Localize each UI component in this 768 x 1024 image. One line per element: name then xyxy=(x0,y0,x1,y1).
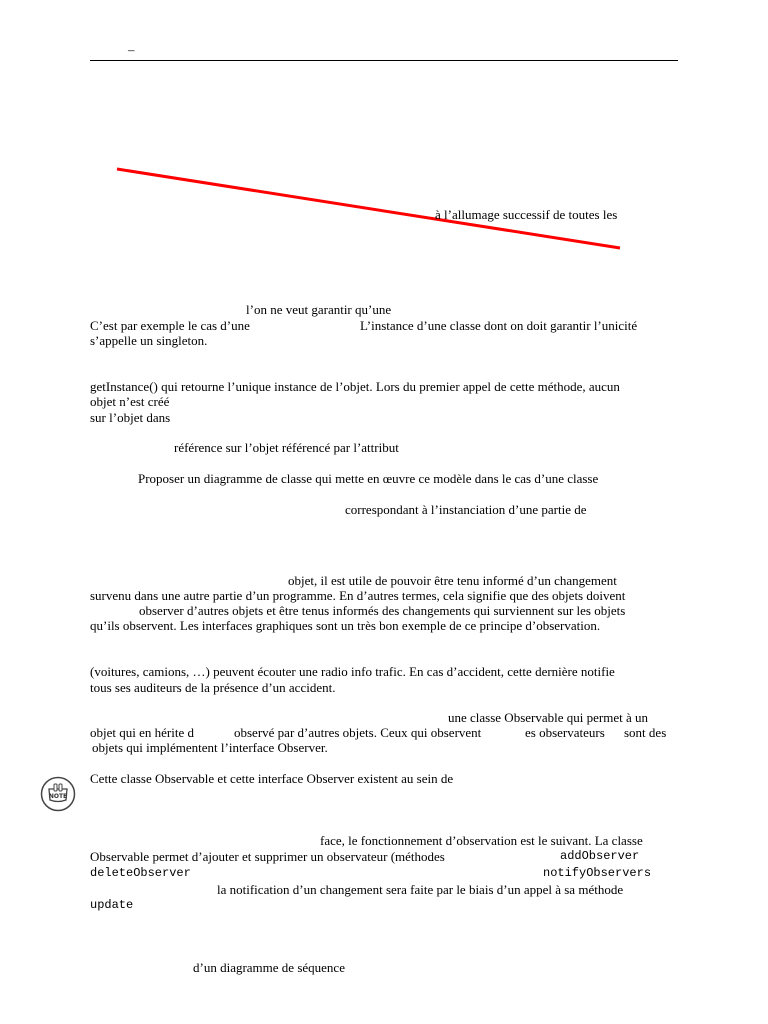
text-line: L’instance d’une classe dont on doit garantir l’unicité xyxy=(360,318,638,333)
text-line: Cette classe Observable et cette interface Observer existent au sein de xyxy=(90,771,454,786)
text-line: s’appelle un singleton. xyxy=(90,333,208,348)
text-line: getInstance() qui retourne l’unique instance de l’objet. Lors du premier appel de cette méthode, aucun xyxy=(90,379,620,394)
text-line: l’on ne veut garantir qu’une xyxy=(246,302,392,317)
note-label: NOTE xyxy=(48,793,68,800)
note-icon xyxy=(40,776,76,812)
text-line: tous ses auditeurs de la présence d’un accident. xyxy=(90,680,336,695)
text-line: observer d’autres objets et être tenus informés des changements qui surviennent sur les objets xyxy=(139,603,626,618)
text-line: d’un diagramme de séquence xyxy=(193,960,345,975)
text-line: sont des xyxy=(624,725,667,740)
text-line: objet qui en hérite d xyxy=(90,725,194,740)
text-line: Observable permet d’ajouter et supprimer un observateur (méthodes xyxy=(90,849,445,864)
text-line: objet n’est créé xyxy=(90,394,170,409)
text-line: objet, il est utile de pouvoir être tenu informé d’un changement xyxy=(288,573,617,588)
text-line: la notification d’un changement sera faite par le biais d’un appel à sa méthode xyxy=(217,882,624,897)
text-line: survenu dans une autre partie d’un programme. En d’autres termes, cela signifie que des objets doivent xyxy=(90,588,626,603)
text-line: face, le fonctionnement d’observation est le suivant. La classe xyxy=(320,833,643,848)
code-add-observer: addObserver xyxy=(560,849,640,863)
header-mark: – xyxy=(128,42,135,57)
text-line: C’est par exemple le cas d’une xyxy=(90,318,250,333)
text-line: qu’ils observent. Les interfaces graphiques sont un très bon exemple de ce principe d’observation. xyxy=(90,618,601,633)
text-line: Proposer un diagramme de classe qui mette en œuvre ce modèle dans le cas d’une classe xyxy=(138,471,599,486)
code-notify-observers: notifyObservers xyxy=(543,866,652,880)
text-line: sur l’objet dans xyxy=(90,410,171,425)
text-line: observé par d’autres objets. Ceux qui observent xyxy=(234,725,482,740)
text-line: correspondant à l’instanciation d’une partie de xyxy=(345,502,587,517)
text-line: une classe Observable qui permet à un xyxy=(448,710,648,725)
text-line: référence sur l’objet référencé par l’attribut xyxy=(174,440,399,455)
red-strike-line xyxy=(0,0,768,300)
code-update: update xyxy=(90,898,134,912)
text-line: à l’allumage successif de toutes les xyxy=(435,207,618,222)
text-line: es observateurs xyxy=(525,725,605,740)
text-line: (voitures, camions, …) peuvent écouter une radio info trafic. En cas d’accident, cette dernière notifie xyxy=(90,664,615,679)
text-line: objets qui implémentent l’interface Observer. xyxy=(92,740,328,755)
code-delete-observer: deleteObserver xyxy=(90,866,191,880)
